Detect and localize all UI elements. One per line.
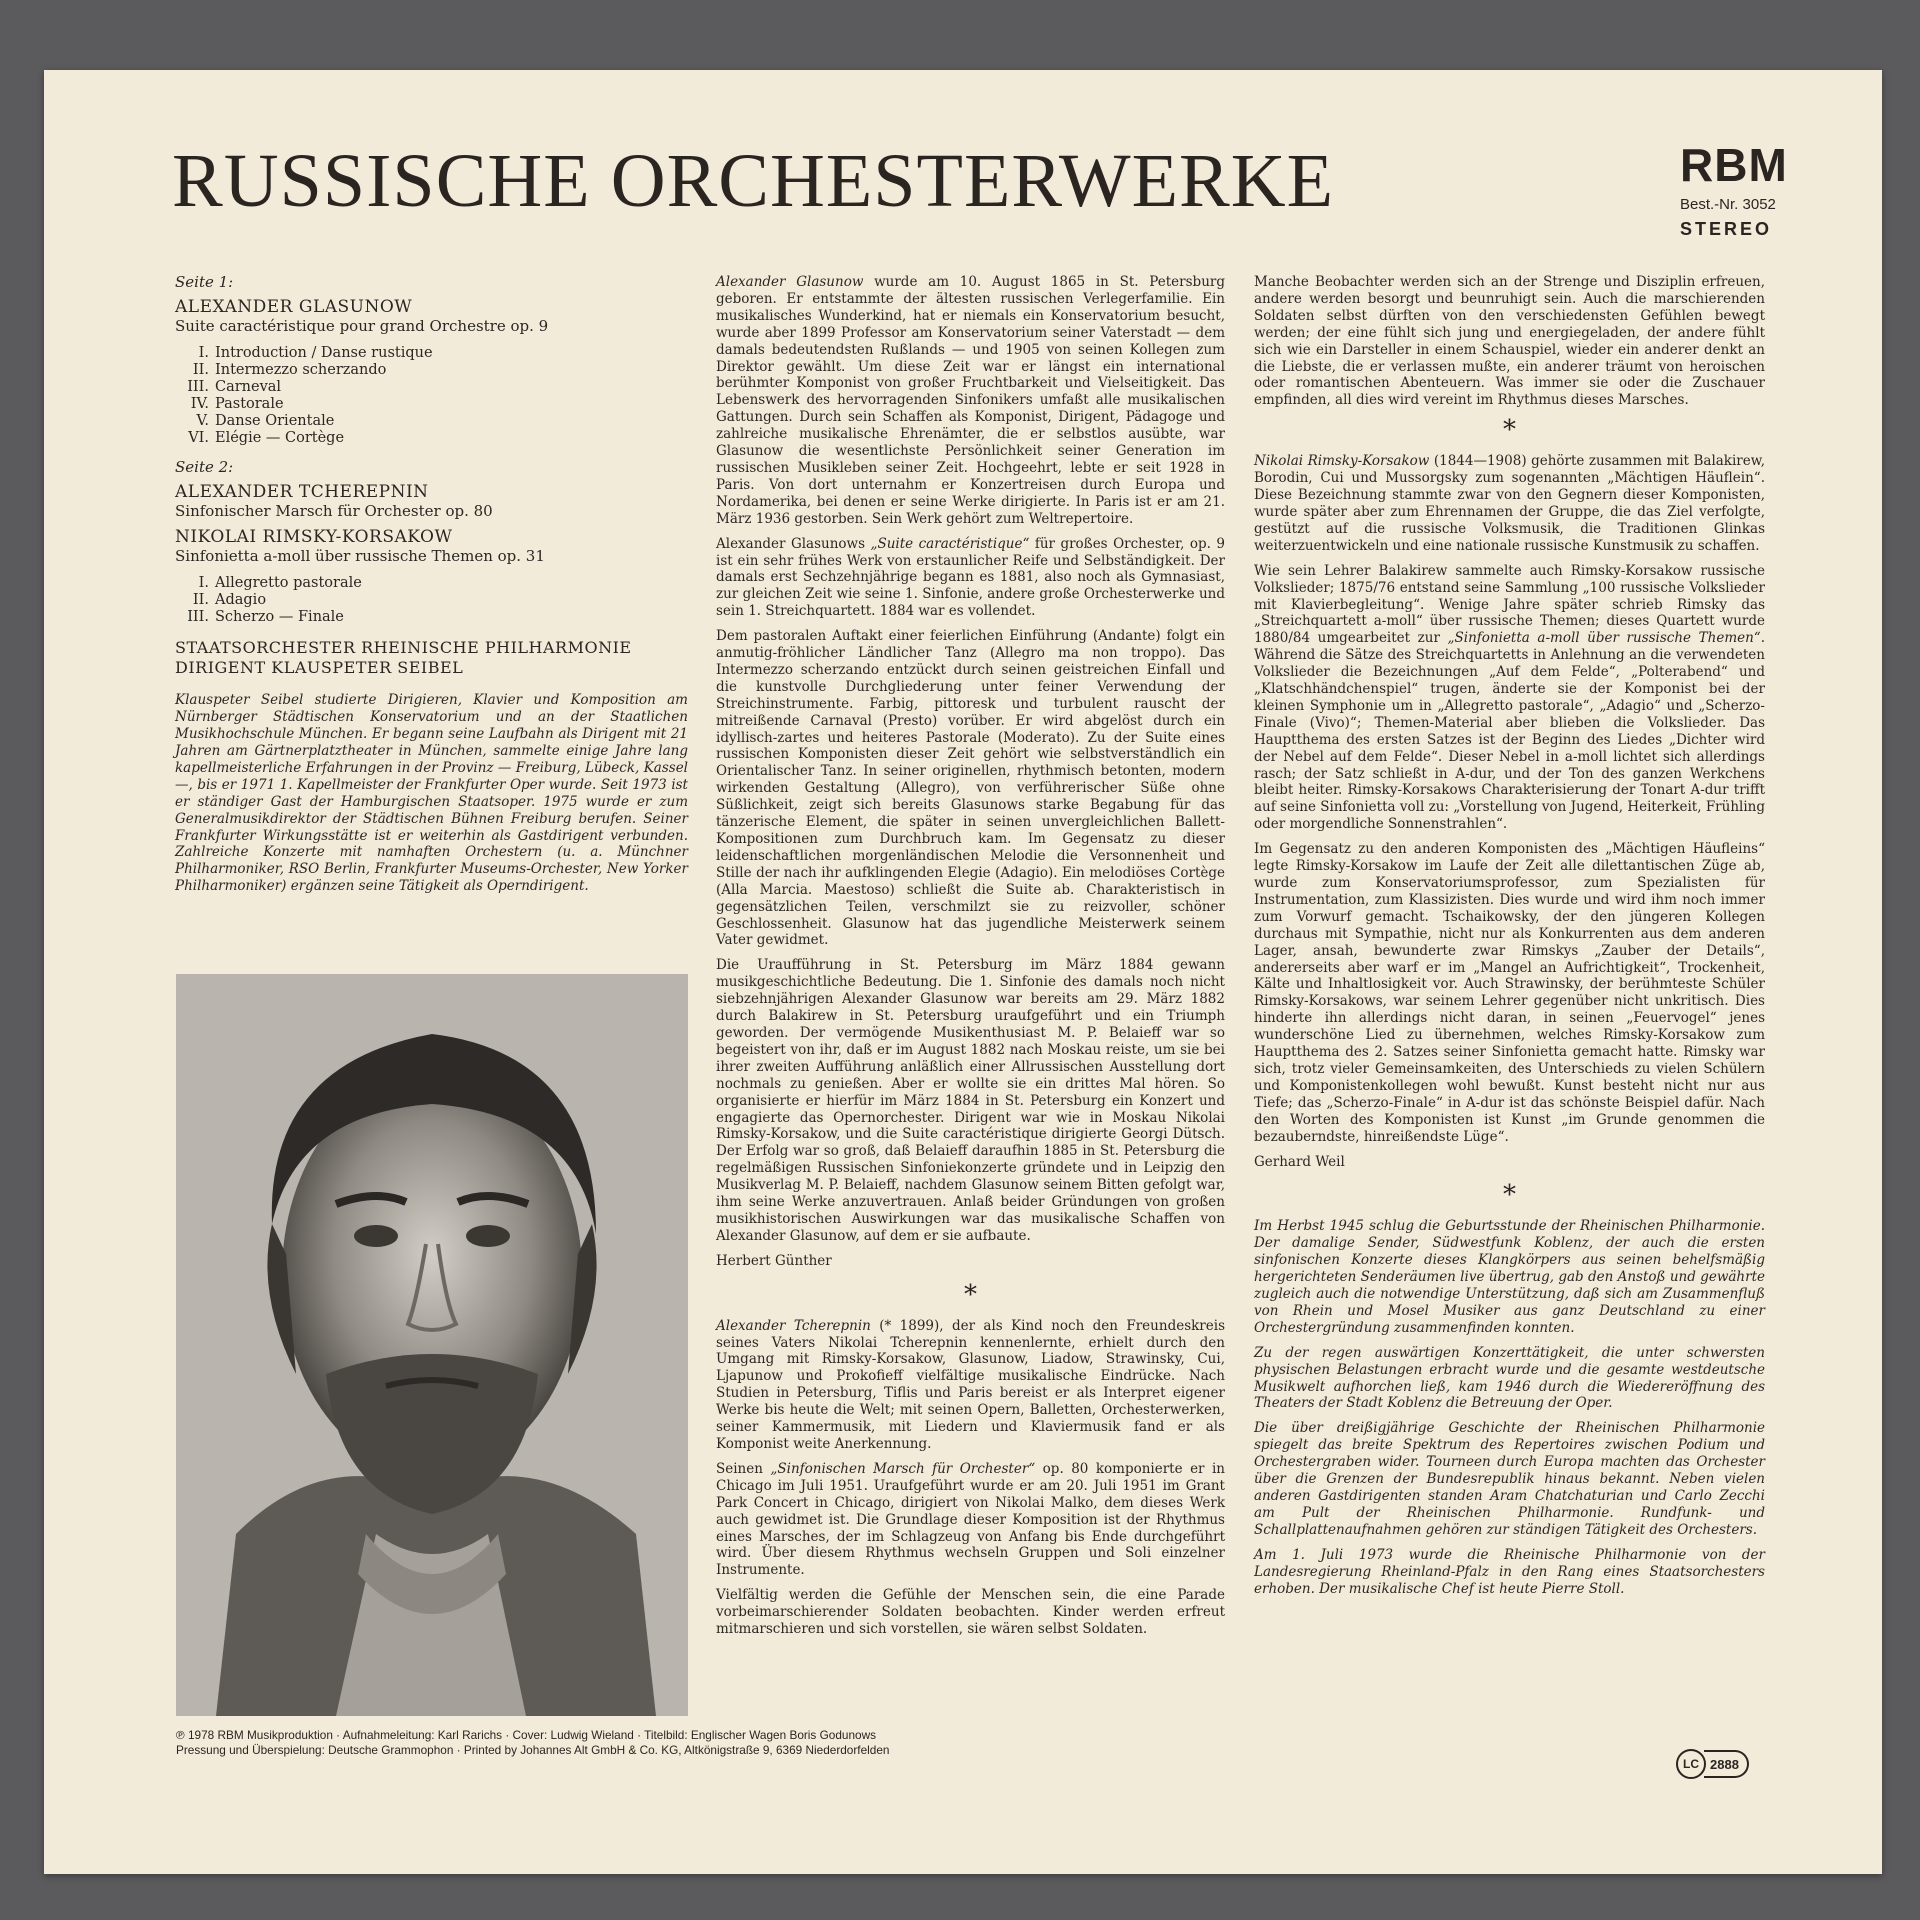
section-divider: *	[1503, 1180, 1516, 1211]
liner-notes-column-3	[1254, 274, 1765, 1605]
section-divider: *	[1503, 415, 1516, 446]
label-logo: RBM	[1680, 139, 1788, 191]
order-number: Best.-Nr. 3052	[1680, 196, 1776, 213]
movement-item: III. Carneval	[187, 378, 282, 395]
author-signature: Herbert Günther	[716, 1252, 832, 1269]
performer-credit	[175, 638, 688, 678]
credits-line-2: Pressung und Überspielung: Deutsche Grammophon · Printed by Johannes Alt GmbH & Co. KG, Altkönigstraße 9, 6369 Niederdorfelden	[176, 1743, 890, 1757]
movement-item: I. Allegretto pastorale	[198, 575, 362, 592]
movement-item: V. Danse Orientale	[196, 412, 335, 429]
suite-movements-text: Dem pastoralen Auftakt einer feierlichen Einführung (Andante) folgt ein anmutig-fröhlicher Ländlicher Tanz (Allegro ma non troppo). Das Intermezzo scherzando entzückt durch seinen geistreichen Einfall und die kunstvolle Durchgliederung unter feiner Verwendung der Streichinstrumente. Farbig, pittoresk und turbulent rauscht der mitreißende Carnaval (Presto) vorüber. Er wird abgelöst durch ein idyllisch-zartes und heiteres Pastorale (Moderato). Zu der Suite eines russischen Komponisten dieser Zeit gehört wie selbstverständlich ein Orientalischer Tanz. In seiner originellen, rhythmisch betonten, modern wirkenden Gestaltung (Allegro), von verführerischer Süße ohne Süßlichkeit, zeigt sich bereits Glasunows starke Begabung für das tänzerische Element, die später in seinen unvergleichlichen Ballett-Kompositionen zum Durchbruch kam. Im Gegensatz zu dieser leidenschaftlichen morgenländischen Melodie die Versonnenheit und Stille der nach ihr aufklingenden Elegie (Adagio). Ein melodiöses Cortège (Alla Marcia. Maestoso) schließt die Suite ab. Charakteristisch in gegensätzlichen Teilen, verschmilzt sie zu reizvoller, schöner Geschlossenheit. Glasunow hat das jugendliche Meisterwerk seinem Vater gewidmet.	[716, 628, 1225, 949]
movement-item: II. Adagio	[192, 592, 267, 609]
conductor-bio: Klauspeter Seibel studierte Dirigieren, Klavier und Komposition am Nürnberger Städtischen Konservatorium und an der Staatlichen Musikhochschule München. Er begann seine Laufbahn als Dirigent mit 21 Jahren am Gärtnerplatztheater in München, sammelte einige Jahre lang kapellmeisterliche Erfahrungen in der Provinz — Freiburg, Lübeck, Kassel —, bis er 1971 1. Kapellmeister der Frankfurter Oper wurde. Seit 1973 ist er ständiger Gast der Hamburgischen Staatsoper. 1975 wurde er zum Generalmusikdirektor der Städtischen Bühnen Freiburg berufen. Seiner Frankfurter Wirkungsstätte ist er weiterhin als Gastdirigent verbunden. Zahlreiche Konzerte mit namhaften Orchestern (u. a. Münchner Philharmoniker, RSO Berlin, Frankfurter Museums-Orchester, New Yorker Philharmoniker) ergänzen seine Tätigkeit als Operndirigent.	[175, 692, 688, 895]
marsch-continued: Manche Beobachter werden sich an der Strenge und Disziplin erfreuen, andere werden besorgt und beunruhigt sein. Auch die marschierenden Soldaten selbst dürften von den verschiedensten Gefühlen bewegt werden; der eine fühlt sich jung und energiegeladen, der andere fühlt sich wie ein Darsteller in einem Schauspiel, wieder ein anderer denkt an die Liebste, die er verlassen mußte, ein anderer träumt von heroischen oder romantischen Abenteuern. Was immer sie oder die Zuschauer empfinden, all dies wird vereint im Rhythmus dieses Marsches.	[1254, 274, 1765, 409]
conductor-portrait-photo	[176, 974, 688, 1716]
credits-footer	[176, 1728, 1296, 1758]
work-title: Suite caractéristique pour grand Orchestre op. 9	[175, 316, 549, 335]
composer-rimsky-korsakow: NIKOLAI RIMSKY-KORSAKOW	[175, 527, 453, 548]
rimsky-reception-text: Im Gegensatz zu den anderen Komponisten des „Mächtigen Häufleins“ legte Rimsky-Korsakow im Laufe der Zeit alle dilettantischen Züge ab, wurde zum Konservatoriumsprofessor, zum Spezialisten für Instrumentation, zum Klassizisten. Dies wurde und wird ihm noch immer zum Vorwurf gemacht. Tschaikowsky, der den jüngeren Kollegen durchaus mit Sympathie, nicht nur als Konkurrenten aus dem anderen Lager, ansah, bewunderte zwar Rimskys „Zauber der Details“, andererseits aber warf er im „Mangel an Aufrichtigkeit“, Trockenheit, Kälte und Inhaltlosigkeit vor. Auch Strawinsky, der berühmteste Schüler Rimsky-Korsakows, war seinem Lehrer gegenüber nicht unkritisch. Dies hinderte ihn allerdings nicht daran, in seinen „Feuervogel“ jenes wunderschöne Lied zu übernehmen, welches Rimsky-Korsakow zum Hauptthema des 2. Satzes seiner Sinfonietta gemacht hatte. Rimsky war sich, trotz vieler Gemeinsamkeiten, des Unterschieds zu vielen Schülern und Komponistenkollegen wohl bewußt. Kunst besteht nicht nur aus Tiefe; das „Scherzo-Finale“ in A-dur ist das schönste Beispiel dafür. Nach den Worten des Komponisten ist Kunst „im Grunde genommen die bezauberndste, hinreißendste Lüge“.	[1254, 841, 1765, 1145]
movement-item: II. Intermezzo scherzando	[192, 361, 387, 378]
philharmonie-history: Im Herbst 1945 schlug die Geburtsstunde der Rheinischen Philharmonie. Der damalige Sender, Südwestfunk Koblenz, der auch die ersten sinfonischen Konzerte dieses Klangkörpers aus seinen behelfsmäßig hergerichteten Senderäumen live übertrug, gab den Anstoß und gewährte zugleich auch die notwendige Unterstützung, daß sich am Zusammenfluß von Rhein und Mosel Musiker aus ganz Deutschland zu einer Orchestergründung zusammenfinden konnten.	[1254, 1218, 1765, 1336]
marsch-description: Seinen „Sinfonischen Marsch für Orchester“ op. 80 komponierte er in Chicago im Juli 1951. Uraufgeführt wurde er am 20. Juli 1951 im Grant Park Concert in Chicago, dirigiert von Nikolai Malko, dem dieses Werk auch gewidmet ist. Die Grundlage dieser Komposition ist der Rhythmus eines Marsches, der im Schlagzeug von Anfang bis Ende durchgeführt wird. Über diesem Rhythmus wechseln Gruppen und Soli einzelner Instrumente.	[716, 1460, 1225, 1579]
philharmonie-history: Zu der regen auswärtigen Konzerttätigkeit, die unter schwersten physischen Belastungen erbracht wurde und die gesamte westdeutsche Musikwelt aufhorchen ließ, kam 1946 durch die Wiedereröffnung des Theaters der Stadt Koblenz die Betreuung der Oper.	[1254, 1344, 1765, 1412]
author-signature: Gerhard Weil	[1254, 1153, 1345, 1170]
movement-item: III. Scherzo — Finale	[187, 609, 344, 626]
side-1-label: Seite 1:	[175, 273, 234, 291]
rimsky-bio: Nikolai Rimsky-Korsakow (1844—1908) gehörte zusammen mit Balakirew, Borodin, Cui und Mussorgsky zum sogenannten „Mächtigen Häuflein“. Diese Bezeichnung stammte zwar von den Gegnern dieser Komponisten, wurde später aber zum Ehrennamen der Gruppe, die das Ziel verfolgte, gestützt auf die russische Volksmusik, die Traditionen Glinkas weiterzuentwickeln und eine nationale russische Kunstmusik zu schaffen.	[1254, 453, 1765, 554]
glasunow-bio: Alexander Glasunow wurde am 10. August 1865 in St. Petersburg geboren. Er entstammte der ältesten russischen Verlegerfamilie. Ein musikalisches Wunderkind, hat er niemals ein Konservatorium besucht, wurde aber 1899 Professor am Konservatorium seiner Vaterstadt — dem damals bedeutendsten Rußlands — und 1905 von seinen Kollegen zum Direktor gewählt. Um diese Zeit war er längst ein international berühmter Komponist von großer Fruchtbarkeit und Vielseitigkeit. Das Lebenswerk des hervorragenden Sinfonikers umfaßt alle musikalischen Gattungen. Durch sein Schaffen als Komponist, Dirigent, Pädagoge und zahlreiche musikalische Ehrenämter, die er selbstlos ausübte, war Glasunow die wesentlichste Persönlichkeit seiner Generation im russischen Musikleben seiner Zeit. Hochgeehrt, lebte er seit 1928 in Paris. Von dort unternahm er Konzertreisen durch Europa und Nordamerika, bei denen er seine Werke dirigierte. In Paris ist er am 21. März 1936 gestorben. Sein Werk gehört zum Weltrepertoire.	[716, 274, 1225, 527]
movement-item: I. Introduction / Danse rustique	[198, 344, 433, 361]
philharmonie-history: Am 1. Juli 1973 wurde die Rheinische Philharmonie von der Landesregierung Rheinland-Pfalz in den Rang eines Staatsorchesters erhoben. Der musikalische Chef ist heute Pierre Stoll.	[1254, 1546, 1765, 1597]
tracklist-column	[175, 274, 688, 895]
side-2-label: Seite 2:	[175, 457, 234, 476]
tcherepnin-bio: Alexander Tcherepnin (* 1899), der als Kind noch den Freundeskreis seines Vaters Nikolai Tcherepnin kennenlernte, erhielt durch den Umgang mit Rimsky-Korsakow, Glasunow, Liadow, Strawinsky, Cui, Ljapunow und Prokofieff vielfältige musikalische Eindrücke. Nach Studien in Petersburg, Tiflis und Paris bereist er als Interpret eigener Werke bis heute die Welt; mit seinen Opern, Balletten, Orchesterwerken, seiner Kammermusik, mit Liedern und Klaviermusik fand er als Komponist weite Anerkennung.	[716, 1317, 1225, 1452]
orchestra-name: STAATSORCHESTER RHEINISCHE PHILHARMONIE	[175, 638, 632, 658]
credits-line-1: ℗ 1978 RBM Musikproduktion · Aufnahmeleitung: Karl Rarichs · Cover: Ludwig Wieland · Titelbild: Englischer Wagen Boris Godunows	[176, 1728, 877, 1742]
premiere-text: Die Uraufführung in St. Petersburg im März 1884 gewann musikgeschichtliche Bedeutung. Die 1. Sinfonie des damals noch nicht siebzehnjährigen Alexander Glasunow war bereits am 29. März 1882 durch Balakirew in St. Petersburg uraufgeführt und ein Triumph geworden. Der vermögende Musikenthusiast M. P. Belaieff war so begeistert von ihr, daß er im August 1882 nach Moskau reiste, um sie bei ihrer zweiten Aufführung anläßlich einer Allrussischen Ausstellung dort nochmals zu genießen. Aber er wollte sie ein drittes Mal hören. So organisierte er hierfür im März 1884 in St. Petersburg ein Konzert und engagierte das Opernorchester. Dirigent war wie in Moskau Nikolai Rimsky-Korsakow, und die Suite caractéristique dirigierte Georgi Dütsch. Der Erfolg war so groß, daß Belaieff daraufhin 1885 in St. Petersburg die regelmäßigen Russischen Sinfoniekonzerte gründete und in Leipzig den Musikverlag M. P. Belaieff, nachdem Glasunow seinem Bitten gefolgt war, ihm seine Werke anzuvertrauen. Anlaß beider Gründungen von großen musikhistorischen Auswirkungen war das musikalische Schaffen von Alexander Glasunow, auf dem er sie aufbaute.	[716, 957, 1225, 1244]
lc-icon: LC	[1676, 1749, 1706, 1779]
portrait-illustration	[176, 974, 688, 1716]
philharmonie-history: Die über dreißigjährige Geschichte der Rheinischen Philharmonie spiegelt das breite Spektrum des Repertoires zwischen Podium und Orchestergraben wider. Tourneen durch Europa machten das Orchester über die Grenzen der Bundesrepublik hinaus bekannt. Neben vielen anderen Gastdirigenten standen Aram Chatchaturian und Carlo Zecchi am Pult der Rheinischen Philharmonie. Rundfunk- und Schallplattenaufnahmen gehören zur ständigen Tätigkeit des Orchesters.	[1254, 1420, 1765, 1538]
movement-list	[175, 345, 688, 447]
composer-glasunow: ALEXANDER GLASUNOW	[175, 296, 413, 317]
movement-list	[175, 575, 688, 626]
suite-description: Alexander Glasunows „Suite caractéristique“ für großes Orchester, op. 9 ist ein sehr frühes Werk von erstaunlicher Reife und Selbständigkeit. Der damals erst Sechzehnjährige begann es 1881, also noch als Gymnasiast, zur gleichen Zeit wie seine 1. Sinfonie, andere große Orchesterwerke und sein 1. Streichquartett. 1884 war es vollendet.	[716, 535, 1225, 620]
parade-text: Vielfältig werden die Gefühle der Menschen sein, die eine Parade vorbeimarschierender Soldaten beobachten. Kinder werden erfreut mitmarschieren und sich vorstellen, sie wären selbst Soldaten.	[716, 1587, 1225, 1638]
label-code-logo	[1676, 1750, 1749, 1778]
movement-item: VI. Elégie — Cortège	[188, 429, 345, 446]
work-title: Sinfonischer Marsch für Orchester op. 80	[175, 501, 493, 520]
label-block	[1680, 139, 1792, 240]
lc-number: 2888	[1704, 1750, 1749, 1778]
composer-tcherepnin: ALEXANDER TCHEREPNIN	[175, 481, 429, 502]
movement-item: IV. Pastorale	[190, 395, 284, 412]
work-title: Sinfonietta a-moll über russische Themen op. 31	[175, 547, 545, 566]
section-divider: *	[964, 1279, 977, 1310]
liner-notes-column-2	[716, 274, 1225, 1646]
format-label: STEREO	[1680, 219, 1773, 239]
album-title: RUSSISCHE ORCHESTERWERKE	[172, 139, 1335, 223]
conductor-name: DIRIGENT KLAUSPETER SEIBEL	[175, 658, 464, 678]
sinfonietta-text: Wie sein Lehrer Balakirew sammelte auch Rimsky-Korsakow russische Volkslieder; 1875/76 entstand seine Sammlung „100 russische Volkslieder mit Klavierbegleitung“. Wenige Jahre später schrieb Rimsky das „Streichquartett a-moll“ über russische Themen; dieses Quartett wurde 1880/84 umgearbeitet zur „Sinfonietta a-moll über russische Themen“. Während die Sätze des Streichquartetts in Anlehnung an die verwendeten Volkslieder die Bezeichnungen „Auf dem Felde“, „Polterabend“ und „Klatschhändchenspiel“ trugen, änderte sie der Komponist bei der kleinen Symphonie um in „Allegretto pastorale“, „Adagio“ und „Scherzo-Finale (Vivo)“; Themen-Material aber blieben die Volkslieder. Das Hauptthema des ersten Satzes ist der Beginn des Liedes „Dichter wird der Nebel auf dem Felde“. Dieser Nebel in a-moll lichtet sich allerdings rasch; der Satz schließt in A-dur, und der Ton des ganzen Werkchens bleibt heiter. Rimsky-Korsakows Charakterisierung der Tonart A-dur trifft auf seine Sinfonietta voll zu: „Vorstellung von Jugend, Heiterkeit, Frühling oder morgendliche Sonnenstrahlen“.	[1254, 562, 1766, 833]
